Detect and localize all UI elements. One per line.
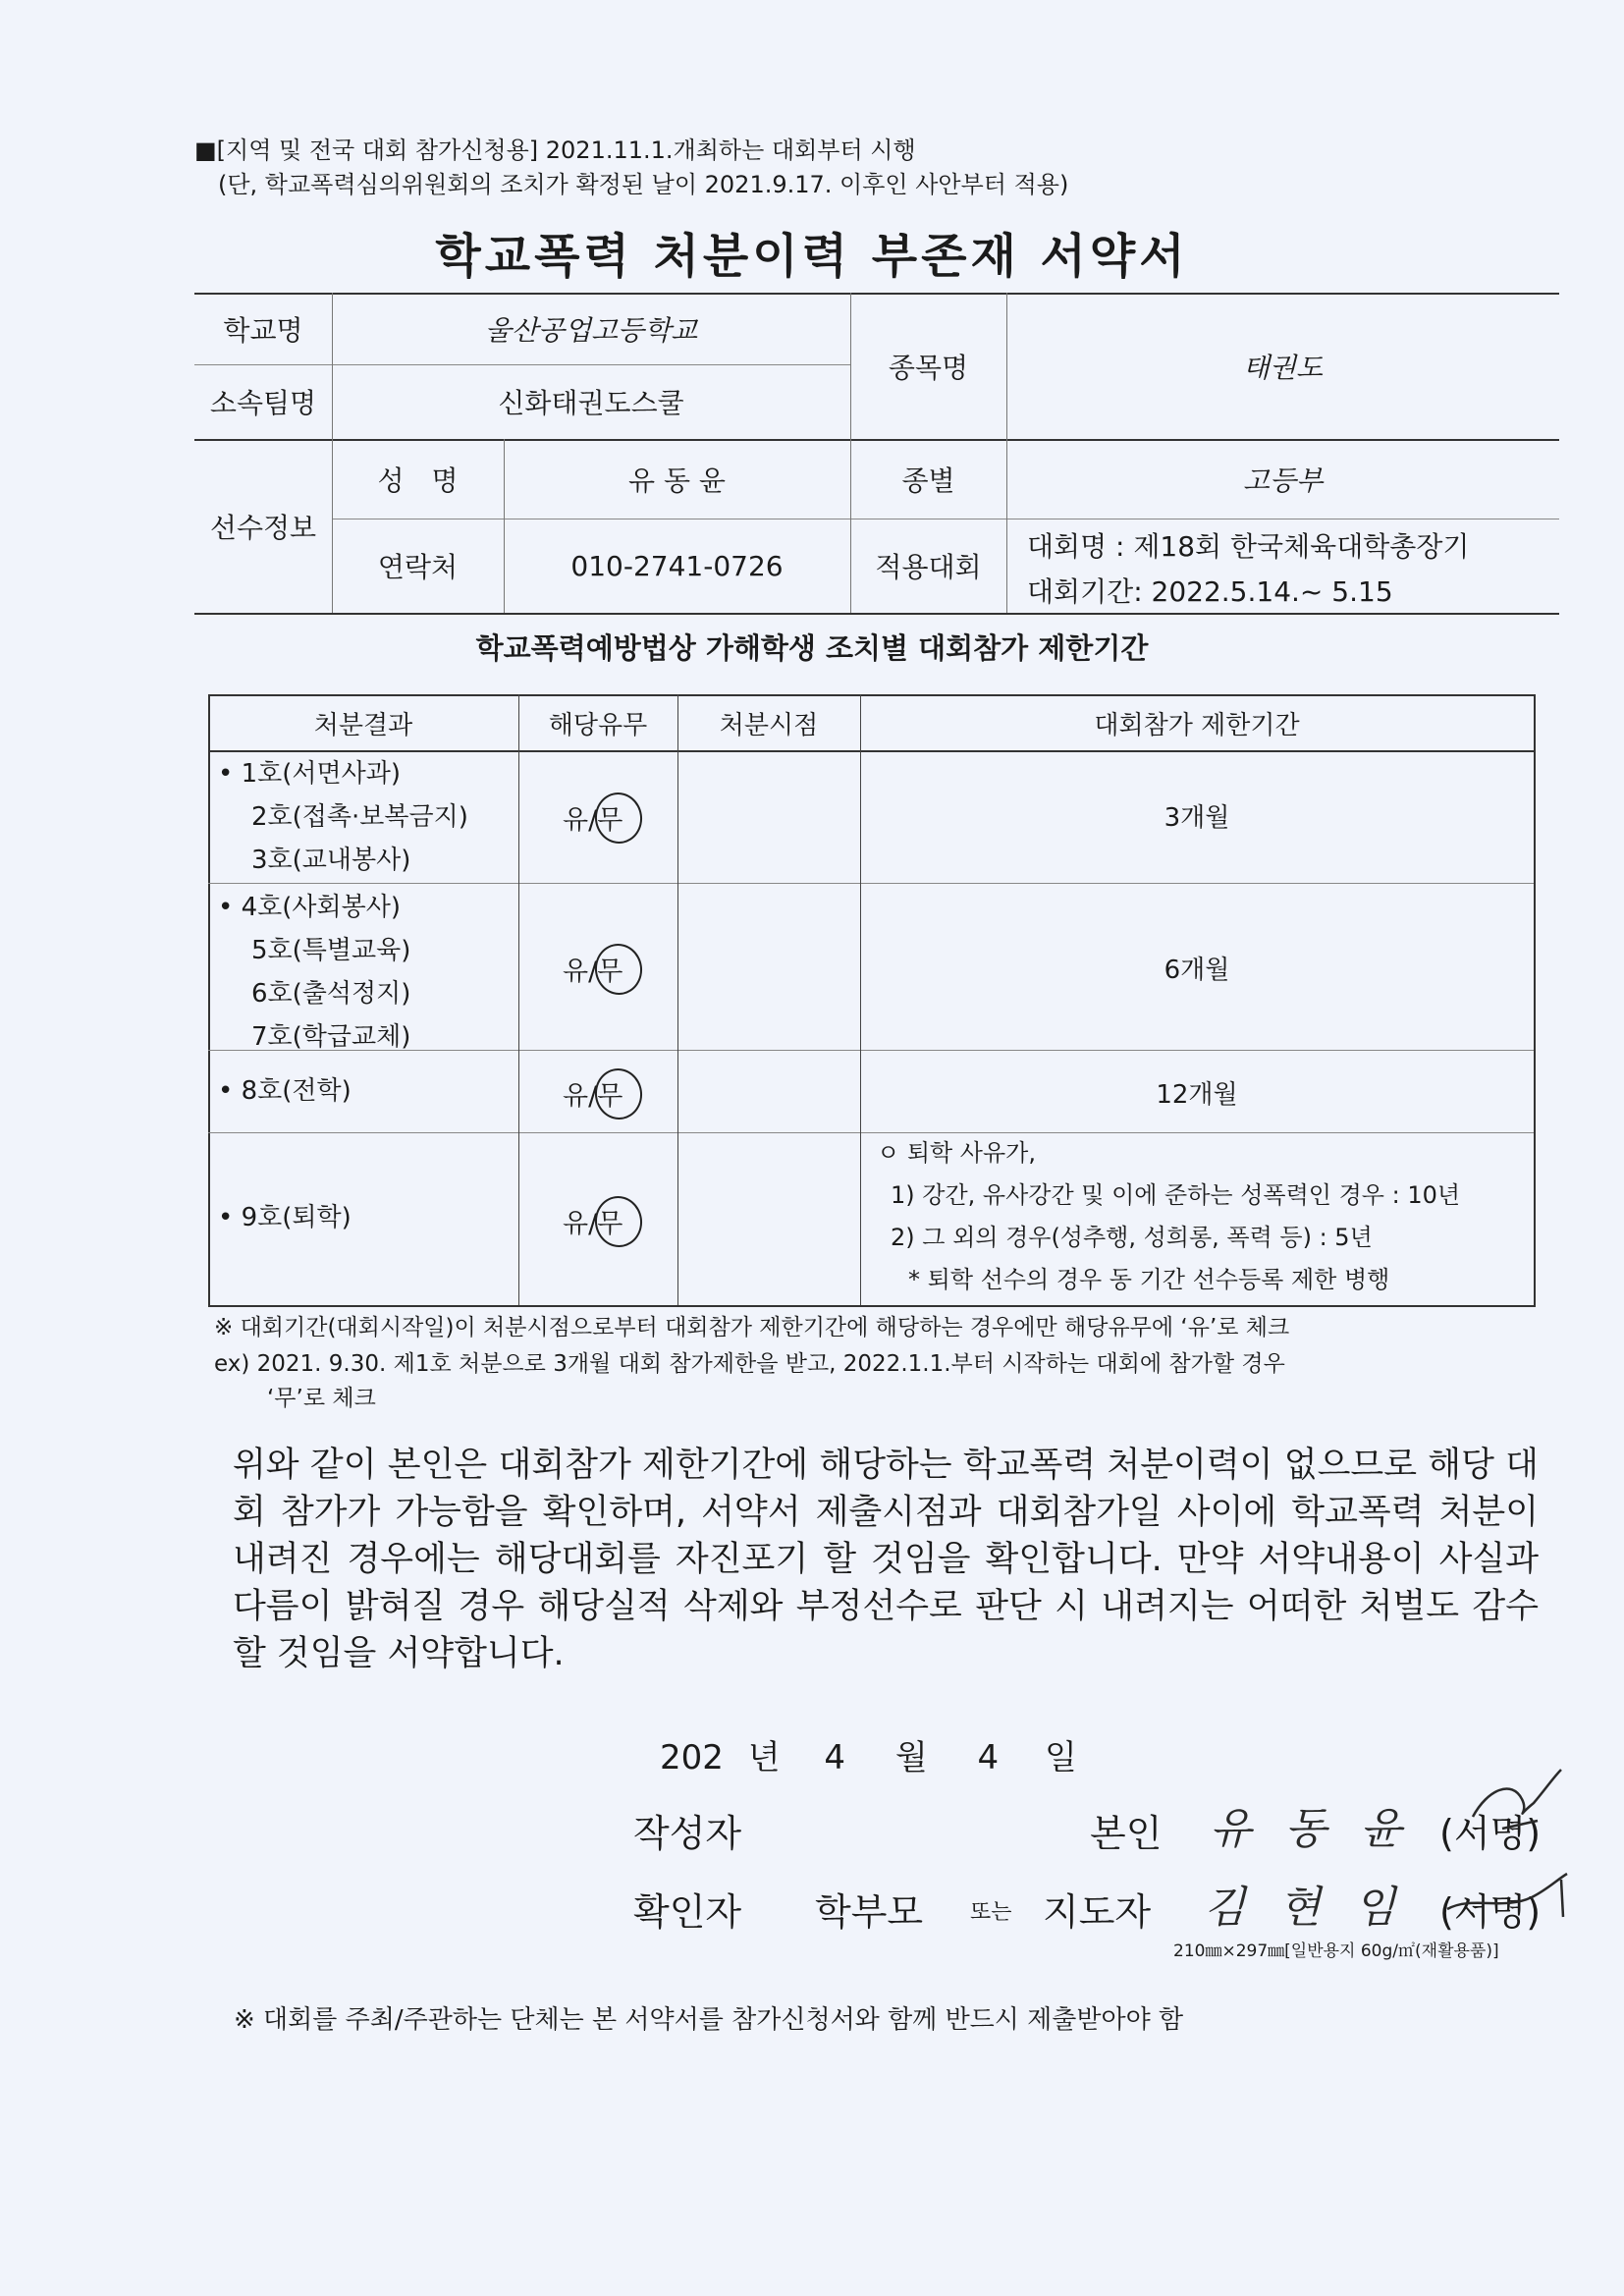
row1-yes-no: 유/무 xyxy=(563,805,623,836)
player-info-label: 선수정보 xyxy=(209,511,317,544)
no-label: 무 xyxy=(597,957,623,987)
row3-items xyxy=(218,1069,352,1113)
paper-spec: 210㎜×297㎜[일반용지 60g/㎡(재활용품)] xyxy=(1173,1941,1499,1961)
team-label: 소속팀명 xyxy=(209,387,317,419)
header-timing: 처분시점 xyxy=(719,711,819,740)
yes-label: 유 xyxy=(563,1209,589,1239)
author-label: 작성자 xyxy=(633,1812,742,1855)
list-item: • 8호(전학) xyxy=(218,1076,352,1106)
list-item: • 1호(서면사과) xyxy=(218,759,402,789)
table-col-divider xyxy=(518,694,519,1305)
division-value: 고등부 xyxy=(1242,464,1324,497)
date-day: 4 xyxy=(977,1738,1000,1777)
section-title: 학교폭력예방법상 가해학생 조치별 대회참가 제한기간 xyxy=(475,631,1149,665)
or-label: 또는 xyxy=(970,1900,1012,1925)
period-line: 1) 강간, 유사강간 및 이에 준하는 성폭력인 경우 : 10년 xyxy=(891,1181,1461,1209)
notice-line-1: ■[지역 및 전국 대회 참가신청용] 2021.11.1.개최하는 대회부터 시행 xyxy=(194,137,916,164)
event-period: 대회기간: 2022.5.14.~ 5.15 xyxy=(1027,575,1393,608)
footnote-2: ex) 2021. 9.30. 제1호 처분으로 3개월 대회 참가제한을 받고, 2022.1.1.부터 시작하는 대회에 참가할 경우 xyxy=(214,1351,1285,1377)
period-line: 2) 그 외의 경우(성추행, 성희롱, 폭력 등) : 5년 xyxy=(891,1224,1373,1251)
signature-stroke xyxy=(1473,1770,1561,1817)
event-label: 적용대회 xyxy=(875,551,982,583)
table-col-divider xyxy=(677,694,678,1305)
division-label: 종별 xyxy=(901,464,955,497)
period-line: ㅇ 퇴학 사유가, xyxy=(877,1139,1036,1167)
row1-period: 3개월 xyxy=(1164,802,1230,833)
header-restriction: 대회참가 제한기간 xyxy=(1094,711,1300,740)
table-row-divider xyxy=(208,883,1534,884)
row4-items xyxy=(218,1196,352,1239)
info-bottom-border xyxy=(194,613,1559,615)
date-month: 4 xyxy=(824,1738,846,1777)
name-label: 성 명 xyxy=(377,464,459,497)
bottom-note: ※ 대회를 주최/주관하는 단체는 본 서약서를 참가신청서와 함께 반드시 제출받아야 함 xyxy=(234,2005,1184,2035)
no-label: 무 xyxy=(597,805,623,836)
row3-yes-no: 유/무 xyxy=(563,1081,623,1112)
school-value: 울산공업고등학교 xyxy=(484,313,698,347)
list-item: • 4호(사회봉사) xyxy=(218,893,402,922)
contact-value: 010-2741-0726 xyxy=(570,549,784,582)
date-year-label: 년 xyxy=(747,1738,781,1777)
header-result: 처분결과 xyxy=(313,711,413,740)
handwritten-signature-2 xyxy=(1443,1866,1571,1935)
name-value: 유 동 윤 xyxy=(628,464,726,497)
school-label: 학교명 xyxy=(223,313,303,347)
list-item: • 9호(퇴학) xyxy=(218,1203,352,1232)
pledge-text: 위와 같이 본인은 대회참가 제한기간에 해당하는 학교폭력 처분이력이 없으므로 해당 대회 참가가 가능함을 확인하며, 서약서 제출시점과 대회참가일 사이에 학교폭력 처분이 내려진 경우에는 해당대회를 자진포기 할 것임을 확인합니다. 만약 서약내용이 사실과 다름이 밝혀질 경우 해당실적 삭제와 부정선수로 판단 시 내려지는 어떠한 처벌도 감수할 것임을 서약합니다. xyxy=(233,1446,1539,1673)
yes-label: 유 xyxy=(563,805,589,836)
self-signed-name: 유 동 윤 xyxy=(1210,1804,1412,1854)
no-label: 무 xyxy=(597,1081,623,1112)
date-line xyxy=(660,1730,1077,1778)
sport-value: 태권도 xyxy=(1242,351,1324,384)
yes-label: 유 xyxy=(563,957,589,987)
header-applicable: 해당유무 xyxy=(548,711,648,740)
coach-sign-label: (서명) xyxy=(1439,1890,1542,1934)
handwritten-signature-1 xyxy=(1443,1760,1571,1838)
row2-yes-no: 유/무 xyxy=(563,957,623,987)
signature-stroke xyxy=(1561,1880,1563,1917)
date-day-label: 일 xyxy=(1044,1738,1077,1777)
signature-stroke xyxy=(1502,1821,1538,1829)
list-item: 6호(출석정지) xyxy=(251,979,411,1009)
row3-period: 12개월 xyxy=(1156,1079,1238,1110)
period-line: * 퇴학 선수의 경우 동 기간 선수등록 제한 병행 xyxy=(908,1266,1390,1293)
sport-label: 종목명 xyxy=(888,351,969,384)
row4-yes-no: 유/무 xyxy=(563,1209,623,1239)
list-item: 2호(접촉·보복금지) xyxy=(251,802,468,832)
date-month-label: 월 xyxy=(894,1738,928,1777)
row1-items xyxy=(218,752,468,882)
row2-items xyxy=(218,886,410,1059)
contact-label: 연락처 xyxy=(377,551,459,583)
team-value: 신화태권도스쿨 xyxy=(498,387,684,419)
footnote-1: ※ 대회기간(대회시작일)이 처분시점으로부터 대회참가 제한기간에 해당하는 경우에만 해당유무에 ‘유’로 체크 xyxy=(214,1315,1290,1340)
parent-label: 학부모 xyxy=(815,1890,924,1934)
coach-signed-name: 김 현 임 xyxy=(1204,1883,1406,1933)
self-label: 본인 xyxy=(1090,1812,1163,1855)
date-year: 202 xyxy=(660,1738,724,1777)
list-item: 3호(교내봉사) xyxy=(251,846,411,875)
no-label: 무 xyxy=(597,1209,623,1239)
footnote-3: ‘무’로 체크 xyxy=(267,1386,376,1411)
yes-label: 유 xyxy=(563,1081,589,1112)
confirmer-label: 확인자 xyxy=(633,1890,742,1934)
signature-stroke xyxy=(1447,1874,1567,1909)
row4-period xyxy=(877,1132,1460,1301)
notice-line-2: (단, 학교폭력심의위원회의 조치가 확정된 날이 2021.9.17. 이후인 사안부터 적용) xyxy=(218,171,1069,198)
coach-label: 지도자 xyxy=(1043,1890,1152,1934)
list-item: 7호(학급교체) xyxy=(251,1022,411,1052)
document-title: 학교폭력 처분이력 부존재 서약서 xyxy=(435,229,1189,284)
row2-period: 6개월 xyxy=(1164,955,1230,985)
self-sign-label: (서명) xyxy=(1439,1812,1542,1855)
event-name: 대회명 : 제18회 한국체육대학총장기 xyxy=(1027,530,1470,563)
list-item: 5호(특별교육) xyxy=(251,936,411,965)
